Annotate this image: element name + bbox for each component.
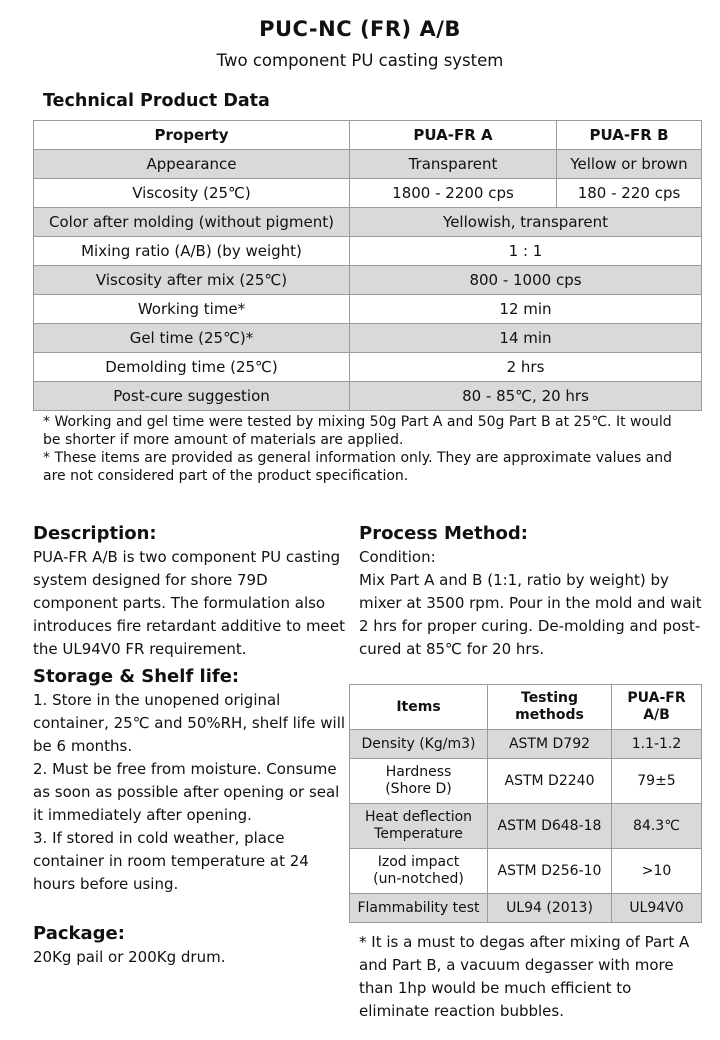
property-method: UL94 (2013) xyxy=(488,894,612,923)
row-value: 800 - 1000 cps xyxy=(350,266,702,295)
table-row xyxy=(34,237,702,266)
table-row xyxy=(34,266,702,295)
property-value: 79±5 xyxy=(612,759,702,804)
description-section xyxy=(33,522,348,661)
row-value-b: 180 - 220 cps xyxy=(557,179,702,208)
technical-data-table xyxy=(33,120,702,411)
table-row xyxy=(34,353,702,382)
package-heading: Package: xyxy=(33,923,125,944)
package-text: 20Kg pail or 200Kg drum. xyxy=(33,948,226,966)
footnote-working-time: * Working and gel time were tested by mixing 50g Part A and 50g Part B at 25℃. It would be shorter if more amount of materials are applied. xyxy=(43,414,672,448)
row-property: Working time* xyxy=(34,295,350,324)
footnote-general-info: * These items are provided as general information only. They are approximate values and are not considered part of the product specification. xyxy=(43,450,673,484)
table-row xyxy=(34,150,702,179)
property-method: ASTM D648-18 xyxy=(488,804,612,849)
table-footnotes xyxy=(43,413,693,485)
row-property: Appearance xyxy=(34,150,350,179)
table-row xyxy=(350,849,702,894)
table-row xyxy=(350,894,702,923)
table-row xyxy=(350,804,702,849)
row-value: 80 - 85℃, 20 hrs xyxy=(350,382,702,411)
property-value: UL94V0 xyxy=(612,894,702,923)
row-property: Viscosity after mix (25℃) xyxy=(34,266,350,295)
property-item: Heat deflection Temperature xyxy=(350,804,488,849)
description-text: PUA-FR A/B is two component PU casting system designed for shore 79D component parts. The formulation also introduces fire retardant additive to meet the UL94V0 FR requirement. xyxy=(33,548,345,658)
row-value: 2 hrs xyxy=(350,353,702,382)
row-value: 14 min xyxy=(350,324,702,353)
package-section xyxy=(33,922,348,969)
table-row xyxy=(350,759,702,804)
column-header-value: PUA-FR A/B xyxy=(612,685,702,730)
row-property: Color after molding (without pigment) xyxy=(34,208,350,237)
table-header-row xyxy=(34,121,702,150)
row-property: Gel time (25℃)* xyxy=(34,324,350,353)
row-property: Mixing ratio (A/B) (by weight) xyxy=(34,237,350,266)
storage-item-1: 1. Store in the unopened original container, 25℃ and 50%RH, shelf life will be 6 months. xyxy=(33,691,346,755)
storage-heading: Storage & Shelf life: xyxy=(33,666,240,687)
column-header-property: Property xyxy=(34,121,350,150)
table-row xyxy=(34,208,702,237)
storage-item-2: 2. Must be free from moisture. Consume as soon as possible after opening or seal it immediately after opening. xyxy=(33,760,340,824)
technical-data-heading: Technical Product Data xyxy=(43,91,270,111)
storage-section xyxy=(33,665,348,896)
table-row xyxy=(350,730,702,759)
property-item: Izod impact (un-notched) xyxy=(350,849,488,894)
property-value: >10 xyxy=(612,849,702,894)
properties-table xyxy=(349,684,702,923)
row-value: Yellowish, transparent xyxy=(350,208,702,237)
process-condition-label: Condition: xyxy=(359,548,436,566)
property-method: ASTM D256-10 xyxy=(488,849,612,894)
row-value: 1 : 1 xyxy=(350,237,702,266)
property-value: 84.3℃ xyxy=(612,804,702,849)
property-item: Hardness (Shore D) xyxy=(350,759,488,804)
property-value: 1.1-1.2 xyxy=(612,730,702,759)
column-header-part-a: PUA-FR A xyxy=(350,121,557,150)
table-header-row xyxy=(350,685,702,730)
process-text: Mix Part A and B (1:1, ratio by weight) by mixer at 3500 rpm. Pour in the mold and wait 2 hrs for proper curing. De-molding and post-cured at 85℃ for 20 hrs. xyxy=(359,571,702,658)
row-property: Post-cure suggestion xyxy=(34,382,350,411)
document-title: PUC-NC (FR) A/B xyxy=(259,17,461,41)
property-method: ASTM D792 xyxy=(488,730,612,759)
row-property: Viscosity (25℃) xyxy=(34,179,350,208)
document-subtitle: Two component PU casting system xyxy=(216,51,504,70)
property-method: ASTM D2240 xyxy=(488,759,612,804)
table-row xyxy=(34,324,702,353)
process-heading: Process Method: xyxy=(359,523,528,544)
process-section xyxy=(359,522,704,661)
property-item: Flammability test xyxy=(350,894,488,923)
column-header-part-b: PUA-FR B xyxy=(557,121,702,150)
storage-item-3: 3. If stored in cold weather, place container in room temperature at 24 hours before using. xyxy=(33,829,309,893)
property-item: Density (Kg/m3) xyxy=(350,730,488,759)
row-value-a: 1800 - 2200 cps xyxy=(350,179,557,208)
table-row xyxy=(34,295,702,324)
column-header-testing-methods: Testing methods xyxy=(488,685,612,730)
row-value-a: Transparent xyxy=(350,150,557,179)
table-row xyxy=(34,179,702,208)
row-property: Demolding time (25℃) xyxy=(34,353,350,382)
degas-note: * It is a must to degas after mixing of Part A and Part B, a vacuum degasser with more than 1hp would be much efficient to eliminate reaction bubbles. xyxy=(359,933,690,1020)
table-row xyxy=(34,382,702,411)
row-value-b: Yellow or brown xyxy=(557,150,702,179)
column-header-items: Items xyxy=(350,685,488,730)
description-heading: Description: xyxy=(33,523,157,544)
row-value: 12 min xyxy=(350,295,702,324)
